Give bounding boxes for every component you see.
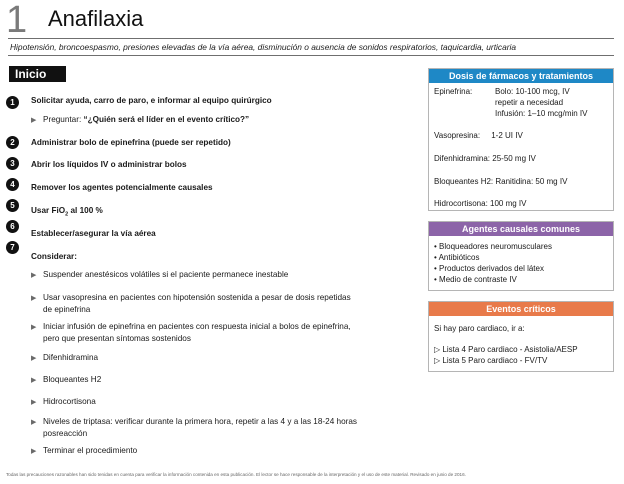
step-5-post: al 100 % — [68, 206, 103, 215]
epinefrina-line: repetir a necesidad — [495, 98, 564, 107]
considerar-item — [43, 321, 351, 345]
step-number-7: 7 — [6, 241, 19, 254]
considerar-item — [43, 292, 351, 316]
step-7-text: Considerar: — [31, 252, 77, 261]
bloqueantes-dose: Bloqueantes H2: Ranitidina: 50 mg IV — [434, 177, 568, 186]
subtitle-divider — [8, 55, 614, 56]
triangle-right-icon: ▶ — [31, 272, 37, 279]
step-5-subscript: 2 — [65, 211, 69, 218]
eventos-box-header: Eventos críticos — [429, 302, 613, 316]
step-number-3: 3 — [6, 157, 19, 170]
dosis-box — [428, 68, 614, 211]
epinefrina-label: Epinefrina: — [434, 87, 473, 96]
footer-disclaimer: Todas las precauciones razonables han sido tenidas en cuenta para verificar la información contenida en esta publicación. El lector se hace responsable de la interpretación y el uso de este material. Revisado en junio de 2016. — [6, 472, 466, 477]
step-5-pre: Usar FiO — [31, 206, 66, 215]
agente-item: • Productos derivados del látex — [434, 264, 544, 273]
step-1-text: Solicitar ayuda, carro de paro, e informar al equipo quirúrgico — [31, 96, 272, 105]
evento-link-lista-4[interactable]: ▷ Lista 4 Paro cardiaco - Asistolia/AESP — [434, 345, 578, 354]
triangle-right-icon: ▶ — [31, 295, 37, 302]
eventos-intro: Si hay paro cardiaco, ir a: — [434, 324, 525, 333]
page-title: Anafilaxia — [48, 6, 144, 31]
triangle-right-icon: ▶ — [31, 448, 37, 455]
considerar-item: Difenhidramina — [43, 353, 99, 362]
step-1-sub-question: “¿Quién será el líder en el evento crítico?” — [83, 115, 250, 124]
considerar-item: Hidrocortisona — [43, 397, 96, 406]
step-3-text: Abrir los líquidos IV o administrar bolos — [31, 160, 187, 169]
considerar-item-line: de epinefrina — [43, 305, 91, 314]
considerar-item-line: pero que presentan síntomas sostenidos — [43, 334, 191, 343]
considerar-item-line: Usar vasopresina en pacientes con hipotensión sostenida a pesar de dosis repetidas — [43, 293, 351, 302]
step-6-text: Establecer/asegurar la vía aérea — [31, 229, 156, 238]
step-5-text — [31, 206, 103, 218]
considerar-item-line: posreacción — [43, 429, 88, 438]
agentes-box-header: Agentes causales comunes — [429, 222, 613, 236]
triangle-right-icon: ▶ — [31, 399, 37, 406]
agentes-box — [428, 221, 614, 291]
agente-item: • Antibióticos — [434, 253, 480, 262]
considerar-item-line: Niveles de triptasa: verificar durante la primera hora, repetir a las 4 y a las 18-24 horas — [43, 417, 358, 426]
page-subtitle: Hipotensión, broncoespasmo, presiones elevadas de la vía aérea, disminución o ausencia de sonidos respiratorios, taquicardia, urticaria — [10, 42, 517, 52]
vasopresina-dose: Vasopresina: 1-2 UI IV — [434, 131, 523, 140]
agente-item: • Bloqueadores neuromusculares — [434, 242, 552, 251]
difenhidramina-dose: Difenhidramina: 25-50 mg IV — [434, 154, 536, 163]
triangle-right-icon: ▶ — [31, 355, 37, 362]
checklist-number: 1 — [6, 0, 28, 41]
dosis-box-header: Dosis de fármacos y tratamientos — [429, 69, 613, 83]
step-number-1: 1 — [6, 96, 19, 109]
triangle-right-icon: ▶ — [31, 324, 37, 331]
considerar-item: Bloqueantes H2 — [43, 375, 102, 384]
considerar-item-line: Iniciar infusión de epinefrina en pacientes con respuesta inicial a bolos de epinefrina, — [43, 322, 351, 331]
step-2-text: Administrar bolo de epinefrina (puede ser repetido) — [31, 138, 231, 147]
triangle-right-icon: ▶ — [31, 117, 37, 124]
top-divider — [8, 38, 614, 39]
triangle-right-icon: ▶ — [31, 377, 37, 384]
triangle-right-icon: ▶ — [31, 419, 37, 426]
considerar-item: Terminar el procedimiento — [43, 446, 138, 455]
eventos-box — [428, 301, 614, 372]
considerar-item — [43, 416, 357, 440]
step-number-5: 5 — [6, 199, 19, 212]
hidrocortisona-dose: Hidrocortisona: 100 mg IV — [434, 199, 527, 208]
epinefrina-line: Infusión: 1–10 mcg/min IV — [495, 109, 588, 118]
evento-link-lista-5[interactable]: ▷ Lista 5 Paro cardiaco - FV/TV — [434, 356, 548, 365]
inicio-label: Inicio — [9, 66, 66, 82]
considerar-item: Suspender anestésicos volátiles si el paciente permanece inestable — [43, 270, 289, 279]
step-number-4: 4 — [6, 178, 19, 191]
epinefrina-line: Bolo: 10-100 mcg, IV — [495, 87, 570, 96]
step-1-sub-pre: Preguntar: — [43, 115, 84, 124]
step-1-sub — [43, 114, 249, 126]
step-number-6: 6 — [6, 220, 19, 233]
agente-item: • Medio de contraste IV — [434, 275, 517, 284]
step-4-text: Remover los agentes potencialmente causales — [31, 183, 213, 192]
step-number-2: 2 — [6, 136, 19, 149]
